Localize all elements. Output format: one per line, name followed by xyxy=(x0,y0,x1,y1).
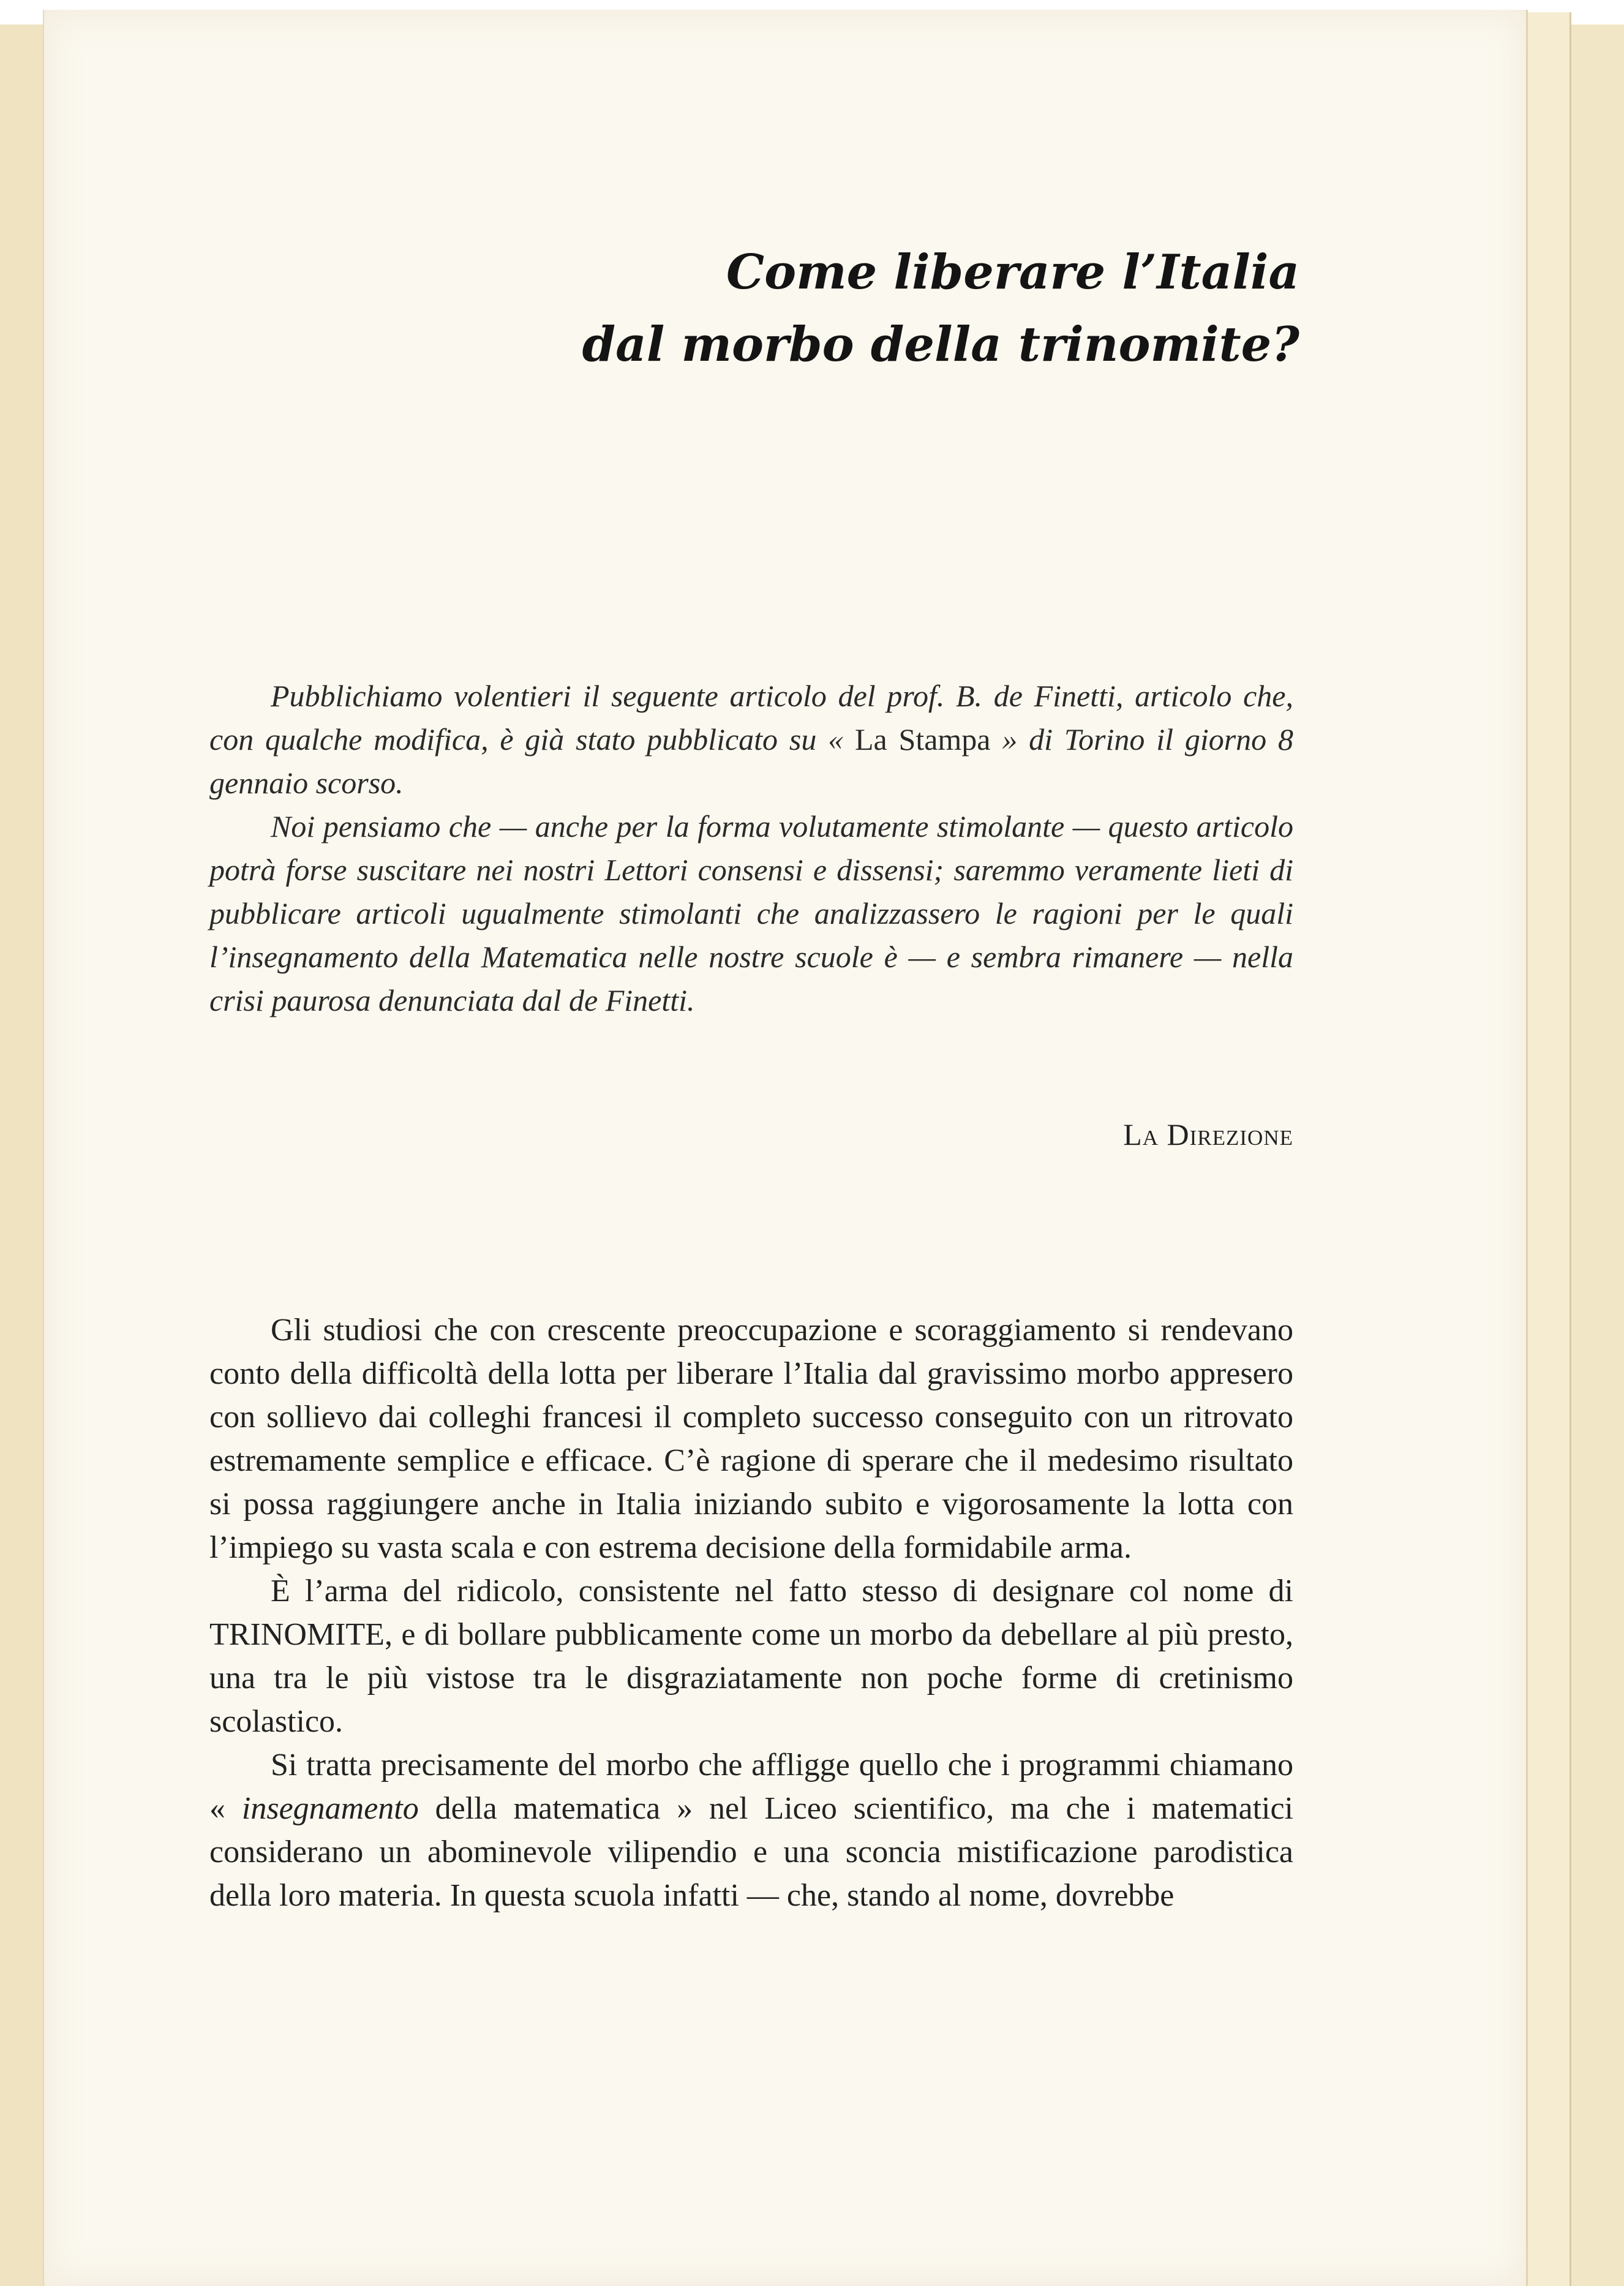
intro-paragraph-1 xyxy=(209,674,1293,805)
body-paragraph-2: È l’arma del ridicolo, consistente nel fatto stesso di designare col nome di TRINOMITE, e di bollare pubblicamente come un morbo da debellare al più presto, una tra le più vistose tra le disgraziatamente non poche forme di cretinismo scolastico. xyxy=(209,1574,1293,1739)
editor-introduction xyxy=(209,674,1293,1022)
body-p3-text-b: della matematica » nel Liceo scientifico, ma che i matematici considerano un abominevole vilipendio e una sconcia mistificazione parodistica della loro materia. In questa scuola infatti — che, stando al nome, dovrebbe xyxy=(209,1791,1294,1913)
intro-text-c: » di Torino il giorno 8 gennaio scorso. xyxy=(209,722,1293,800)
article-body xyxy=(209,1308,1293,1917)
article-title-line-1: Come liberare l’Italia xyxy=(726,244,1299,300)
body-paragraph-3 xyxy=(209,1743,1293,1917)
newspaper-name: La Stampa xyxy=(843,722,1002,756)
intro-text-a: Pubblichiamo volentieri il seguente articolo del prof. B. de Finetti, articolo che, con qualche modifica, è già stato pubblicato su « xyxy=(209,679,1293,756)
intro-paragraph-2: Noi pensiamo che — anche per la forma volutamente stimolante — questo articolo potrà forse suscitare nei nostri Lettori consensi e dissensi; saremmo veramente lieti di pubblicare articoli ugualmente stimolanti che analizzassero le ragioni per le quali l’insegnamento della Matematica nelle nostre scuole è — e sembra rimanere — nella crisi paurosa denunciata dal de Finetti. xyxy=(209,809,1293,1017)
body-p3-emphasis: insegnamento xyxy=(241,1791,419,1826)
article-title-line-2: dal morbo della trinomite? xyxy=(582,317,1299,372)
editor-signature: La Direzione xyxy=(1123,1117,1293,1152)
document-page xyxy=(43,10,1528,2286)
body-paragraph-1: Gli studiosi che con crescente preoccupazione e scoraggiamento si rendevano conto della difficoltà della lotta per liberare l’Italia dal gravissimo morbo appresero con sollievo dai colleghi francesi il completo successo conseguito con un ritrovato estremamente semplice e efficace. C’è ragione di sperare che il medesimo risultato si possa raggiungere anche in Italia iniziando subito e vigorosamente la lotta con l’impiego su vasta scala e con estrema decisione della formidabile arma. xyxy=(209,1313,1293,1565)
body-p3-text-a: Si tratta precisamente del morbo che affligge quello che i programmi chiamano « xyxy=(209,1748,1293,1826)
